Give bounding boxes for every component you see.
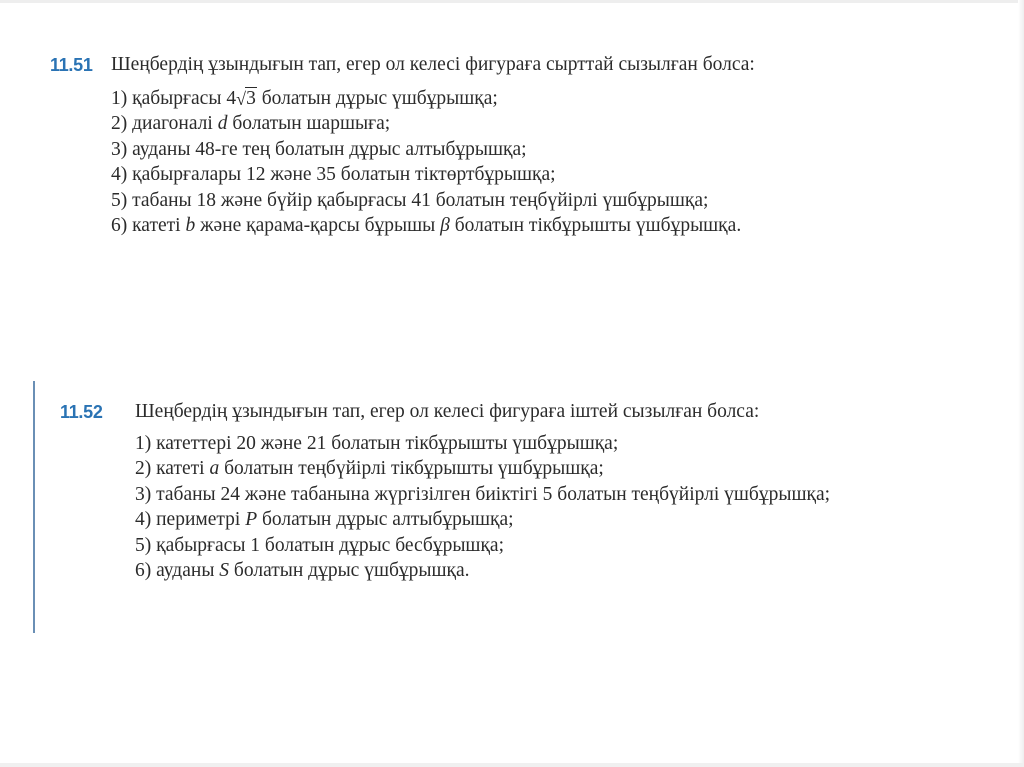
list-item: 2) диагоналі d болатын шаршыға; [111, 113, 391, 134]
list-item: 4) периметрі P болатын дұрыс алтыбұрышқа; [135, 509, 514, 530]
problem-number: 11.52 [60, 402, 103, 422]
problem-stem: Шеңбердің ұзындығын тап, егер ол келесі фигураға сырттай сызылған болса: [111, 54, 755, 75]
slide-bottom-edge [0, 763, 1024, 767]
problem-items [50, 86, 810, 239]
slide-top-edge [0, 0, 1024, 3]
slide-right-edge [1018, 0, 1024, 767]
list-item: 3) ауданы 48-ге тең болатын дұрыс алтыбұрышқа; [111, 138, 527, 160]
problem-11-51 [50, 52, 810, 239]
problem-number: 11.51 [50, 55, 93, 75]
list-item: 1) қабырғасы 4 √ 3 болатын дұрыс үшбұрышқа; [111, 86, 810, 112]
sqrt-expression: 4 √ 3 [226, 88, 257, 109]
sqrt-sign-icon: √ [236, 88, 246, 109]
list-item: 3) табаны 24 және табанына жүргізілген биіктігі 5 болатын теңбүйірлі үшбұрышқа; [135, 483, 831, 505]
problem-stem: Шеңбердің ұзындығын тап, егер ол келесі фигураға іштей сызылған болса: [135, 401, 760, 422]
list-item: 5) қабырғасы 1 болатын дұрыс бесбұрышқа; [135, 534, 504, 556]
list-item: 1) катеттері 20 және 21 болатын тікбұрышты үшбұрышқа; [135, 432, 619, 454]
problem-items [60, 431, 875, 584]
side-rule [33, 381, 35, 633]
list-item: 6) катеті b және қарама-қарсы бұрышы β болатын тікбұрышты үшбұрышқа. [111, 215, 742, 236]
list-item: 5) табаны 18 және бүйір қабырғасы 41 болатын теңбүйірлі үшбұрышқа; [111, 189, 709, 211]
list-item: 2) катеті a болатын теңбүйірлі тікбұрышты үшбұрышқа; [135, 458, 604, 479]
list-item: 4) қабырғалары 12 және 35 болатын тіктөртбұрышқа; [111, 164, 556, 185]
list-item: 6) ауданы S болатын дұрыс үшбұрышқа. [135, 560, 470, 581]
problem-11-52 [60, 399, 875, 584]
